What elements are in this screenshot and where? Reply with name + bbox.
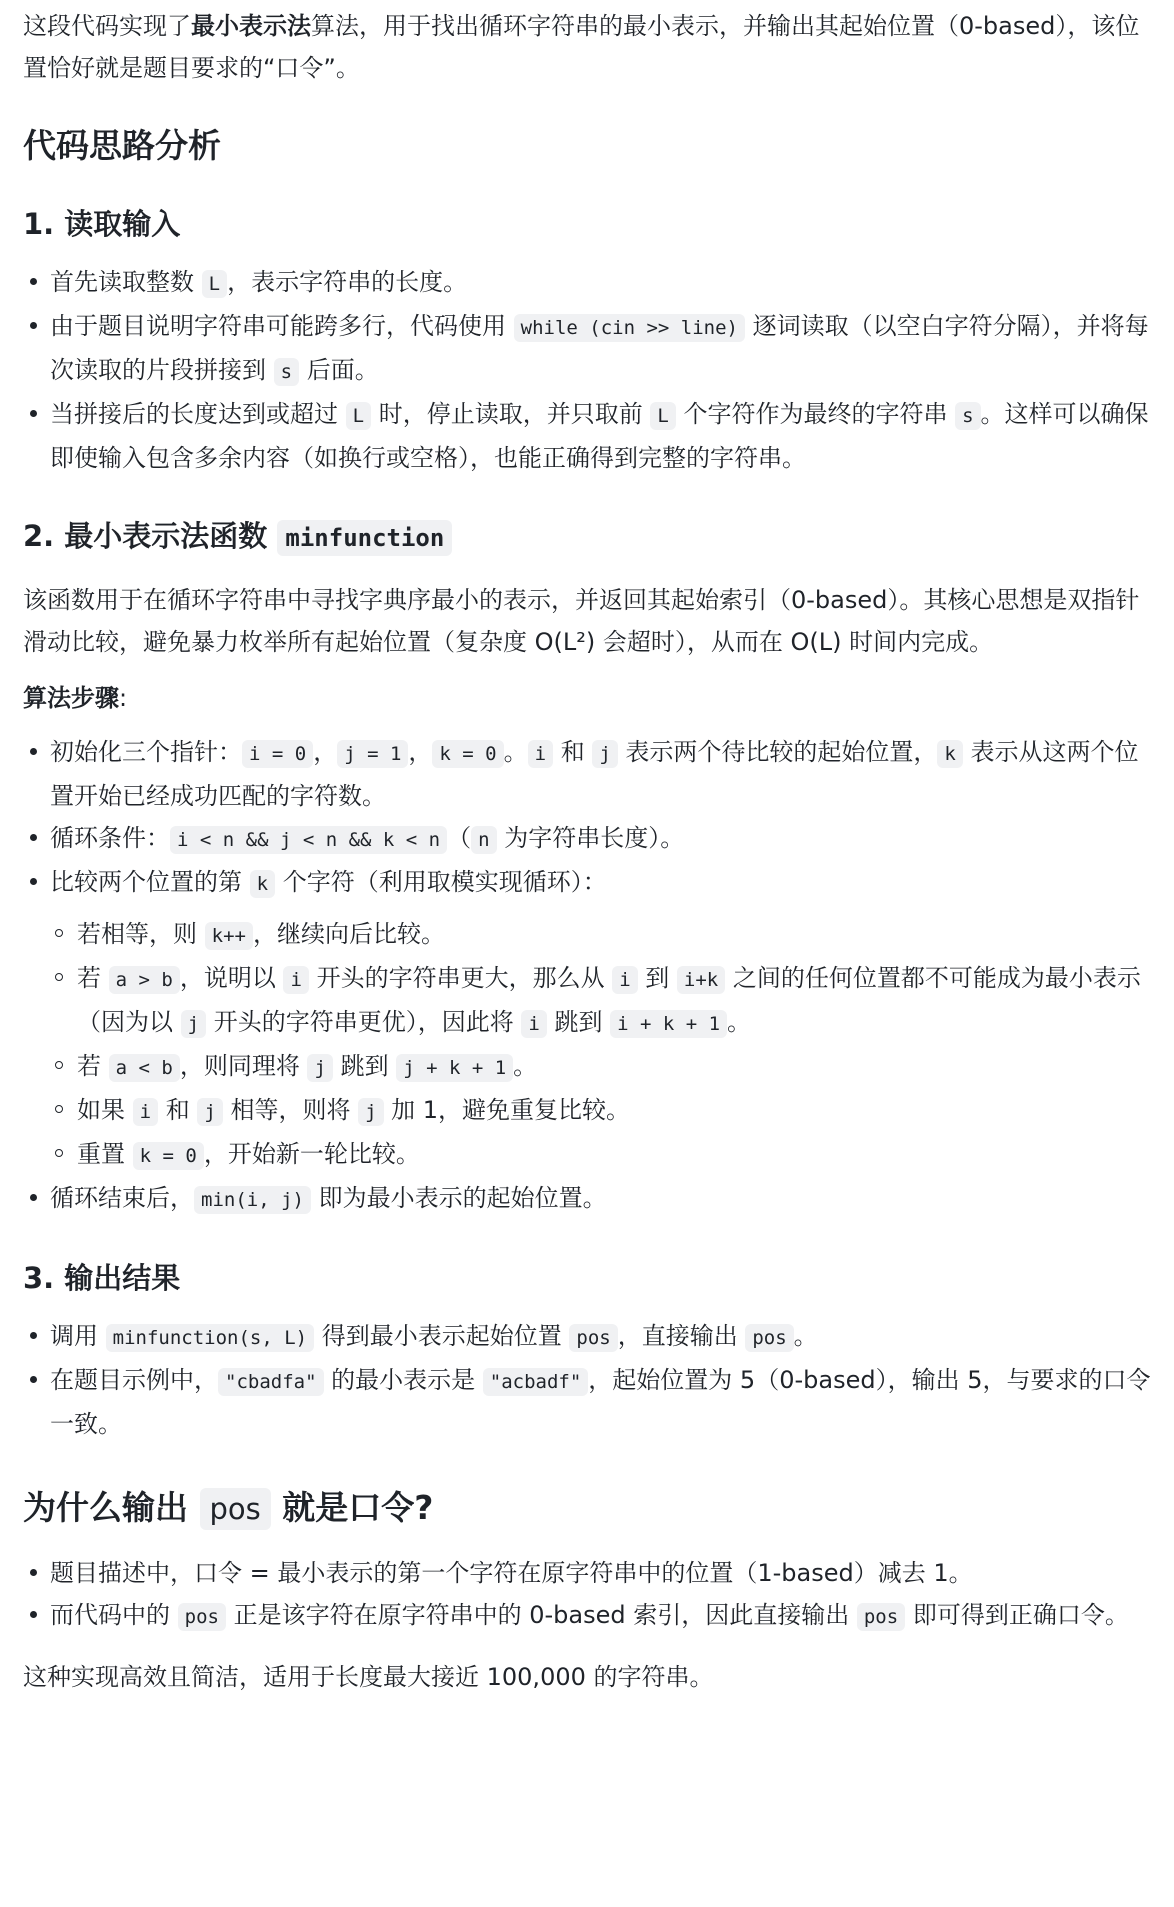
inline-code: i = 0: [242, 740, 313, 768]
intro-text: 这段代码实现了: [23, 12, 191, 40]
inline-code: j: [358, 1098, 383, 1126]
inline-code: k: [937, 740, 962, 768]
inline-code: "acbadf": [483, 1368, 589, 1396]
inline-code: i: [612, 966, 637, 994]
list-item: 而代码中的 pos 正是该字符在原字符串中的 0-based 索引，因此直接输出 pos 即可得到正确口令。: [23, 1594, 1152, 1638]
intro-paragraph: [23, 0, 1152, 89]
inline-code: j: [307, 1054, 332, 1082]
inline-code: n: [471, 826, 496, 854]
heading-output: 3. 输出结果: [23, 1261, 181, 1295]
inline-code: i: [528, 740, 553, 768]
inline-code: k = 0: [432, 740, 503, 768]
inline-code: L: [346, 402, 371, 430]
heading-why: 为什么输出 pos 就是口令?: [23, 1483, 1152, 1534]
inline-code: s: [274, 358, 299, 386]
inline-code: s: [955, 402, 980, 430]
inline-code: pos: [200, 1488, 271, 1530]
list-item: 题目描述中，口令 = 最小表示的第一个字符在原字符串中的位置（1-based）减去 1。: [23, 1552, 1152, 1594]
list-item: 首先读取整数 L ，表示字符串的长度。: [23, 261, 1152, 305]
inline-code: a < b: [109, 1054, 180, 1082]
minfunction-description: 该函数用于在循环字符串中寻找字典序最小的表示，并返回其起始索引（0-based）。其核心思想是双指针滑动比较，避免暴力枚举所有起始位置（复杂度 O(L²) 会超时），从而在 O(L) 时间内完成。: [23, 586, 1140, 656]
inline-code: i: [521, 1010, 546, 1038]
inline-code: minfunction(s, L): [106, 1324, 314, 1352]
inline-code: k: [250, 870, 275, 898]
read-input-list: [23, 261, 1152, 479]
inline-code: pos: [178, 1603, 226, 1631]
inline-code: L: [202, 270, 227, 298]
inline-code: i: [133, 1098, 158, 1126]
heading-read-input: 1. 读取输入: [23, 207, 181, 241]
sublist-item: 重置 k = 0 ，开始新一轮比较。: [50, 1133, 1152, 1177]
list-item: 调用 minfunction(s, L) 得到最小表示起始位置 pos ，直接输出 pos 。: [23, 1315, 1152, 1359]
list-item: 比较两个位置的第 k 个字符（利用取模实现循环）： 若相等，则 k++ ，继续向后比较。 若 a > b ，说明以 i 开头的字符串更大，那么从 i 到 i+k 之间的任何位置都不可能成为最小表示（因为以 j 开头的字符串更优），因此将 i 跳到 i + k + 1 。 若 a < b ，则同理将 j 跳到 j + k + 1 。 如果 i 和 j 相等，则将 j 加 1，避免重复比较。 重置 k = 0 ，开始新一轮比较。: [23, 861, 1152, 1177]
inline-code: while (cin >> line): [514, 314, 745, 342]
inline-code: j: [197, 1098, 222, 1126]
sublist-item: 若 a < b ，则同理将 j 跳到 j + k + 1 。: [50, 1045, 1152, 1089]
inline-code: i+k: [677, 966, 725, 994]
inline-code: j + k + 1: [396, 1054, 513, 1082]
inline-code: pos: [745, 1324, 793, 1352]
compare-sublist: [50, 913, 1152, 1177]
inline-code: j: [181, 1010, 206, 1038]
intro-bold: 最小表示法: [191, 12, 311, 40]
output-list: [23, 1315, 1152, 1445]
inline-code: i + k + 1: [610, 1010, 727, 1038]
list-item: 循环结束后， min(i, j) 即为最小表示的起始位置。: [23, 1177, 1152, 1221]
list-item: 初始化三个指针： i = 0 ， j = 1 ， k = 0 。 i 和 j 表示两个待比较的起始位置， k 表示从这两个位置开始已经成功匹配的字符数。: [23, 731, 1152, 817]
intro-text-2: 算法，用于找出循环字符串的最小表示，并输出其起始位置（0-based），该位置恰好就是题目要求的“口令”。: [23, 12, 1140, 82]
steps-list: [23, 731, 1152, 1221]
inline-code: k++: [205, 922, 253, 950]
inline-code: min(i, j): [194, 1186, 311, 1214]
list-item: 由于题目说明字符串可能跨多行，代码使用 while (cin >> line) 逐词读取（以空白字符分隔），并将每次读取的片段拼接到 s 后面。: [23, 305, 1152, 393]
steps-label: 算法步骤:: [23, 684, 128, 712]
list-item: 当拼接后的长度达到或超过 L 时，停止读取，并只取前 L 个字符作为最终的字符串 s 。这样可以确保即使输入包含多余内容（如换行或空格），也能正确得到完整的字符串。: [23, 393, 1152, 479]
conclusion-paragraph: 这种实现高效且简洁，适用于长度最大接近 100,000 的字符串。: [23, 1663, 714, 1691]
inline-code: i: [283, 966, 308, 994]
inline-code: pos: [857, 1603, 905, 1631]
inline-code: i < n && j < n && k < n: [170, 826, 447, 854]
inline-code: minfunction: [277, 520, 452, 556]
inline-code: L: [650, 402, 675, 430]
inline-code: k = 0: [133, 1142, 204, 1170]
list-item: 循环条件： i < n && j < n && k < n （ n 为字符串长度）。: [23, 817, 1152, 861]
sublist-item: 若相等，则 k++ ，继续向后比较。: [50, 913, 1152, 957]
heading-analysis: 代码思路分析: [23, 126, 221, 165]
inline-code: j = 1: [337, 740, 408, 768]
inline-code: pos: [569, 1324, 617, 1352]
inline-code: a > b: [109, 966, 180, 994]
sublist-item: 若 a > b ，说明以 i 开头的字符串更大，那么从 i 到 i+k 之间的任何位置都不可能成为最小表示（因为以 j 开头的字符串更优），因此将 i 跳到 i + k + 1 。: [50, 957, 1152, 1045]
sublist-item: 如果 i 和 j 相等，则将 j 加 1，避免重复比较。: [50, 1089, 1152, 1133]
inline-code: j: [592, 740, 617, 768]
list-item: 在题目示例中， "cbadfa" 的最小表示是 "acbadf" ，起始位置为 5（0-based），输出 5，与要求的口令一致。: [23, 1359, 1152, 1445]
heading-minfunction: 2. 最小表示法函数 minfunction: [23, 513, 1152, 561]
why-list: [23, 1552, 1152, 1638]
inline-code: "cbadfa": [218, 1368, 324, 1396]
